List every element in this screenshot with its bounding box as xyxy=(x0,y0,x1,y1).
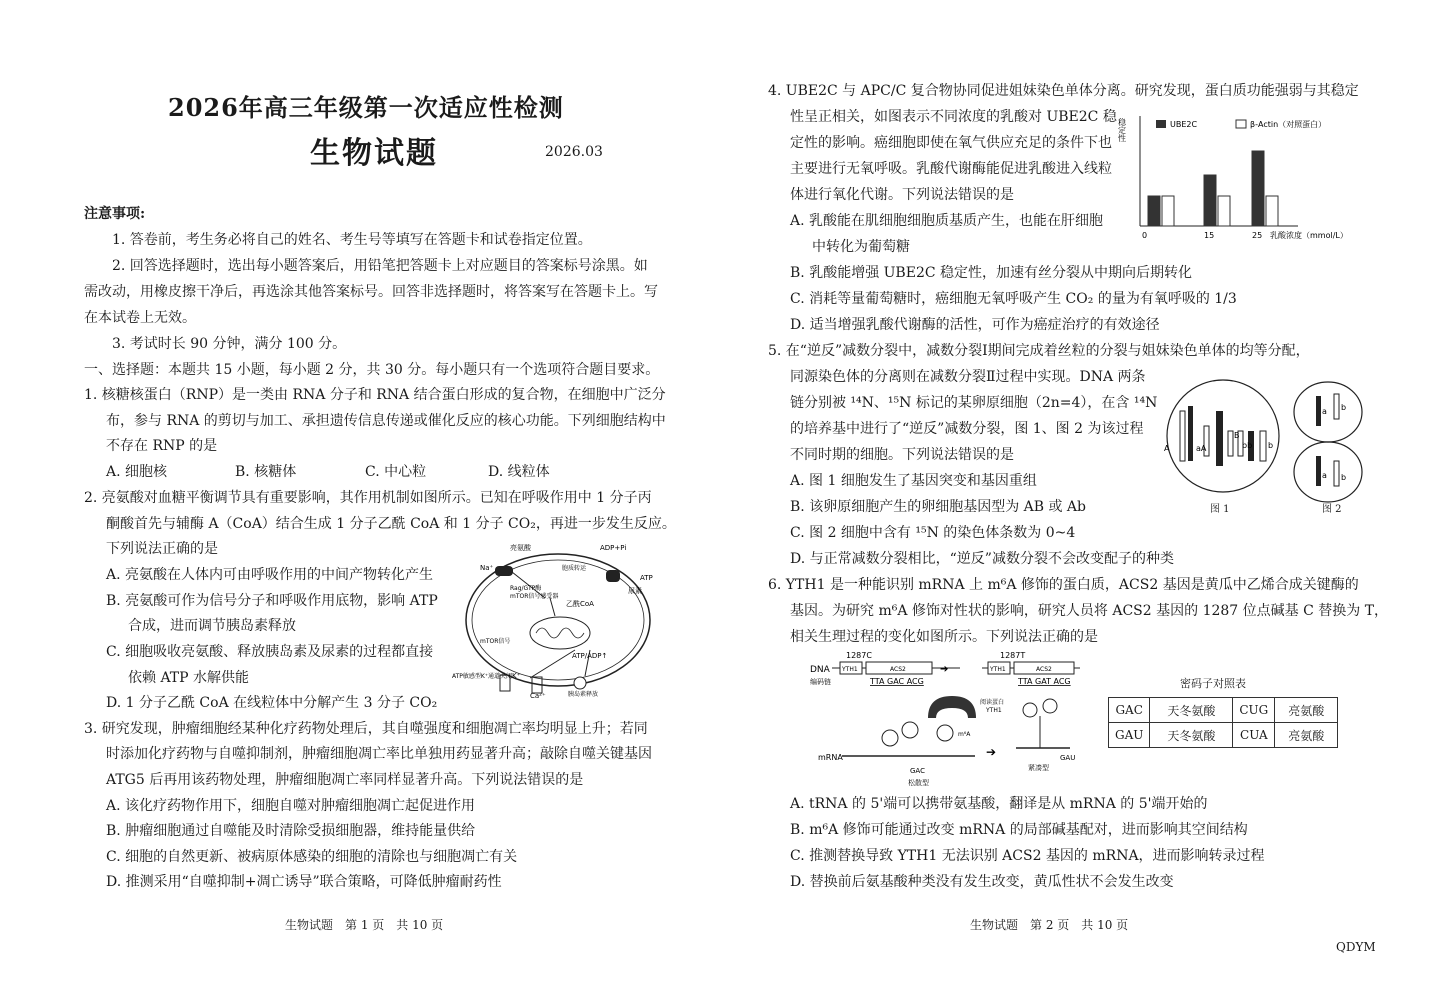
fig2-cell-top xyxy=(1294,382,1362,442)
q2-line1: 2. 亮氨酸对血糖平衡调节具有重要影响，其作用机制如图所示。已知在呼吸作用中 1 分子丙 xyxy=(84,490,652,506)
bar-actin-15 xyxy=(1218,196,1230,226)
label-gac: GAC xyxy=(910,767,925,775)
fig2-chrom-4 xyxy=(1334,461,1339,486)
footer-right: 生物试题 第 2 页 共 10 页 xyxy=(970,918,1129,932)
q5-option-b: B. 该卵原细胞产生的卵细胞基因型为 AB 或 Ab xyxy=(790,499,1087,515)
q2-option-b1: B. 亮氨酸可作为信号分子和呼吸作用底物，影响 ATP xyxy=(106,593,438,609)
label-reader: 阅读蛋白 xyxy=(980,699,1005,706)
fig1-chrom-2 xyxy=(1188,406,1193,461)
acs2-label-1: ACS2 xyxy=(890,666,906,673)
reader-protein xyxy=(928,696,976,718)
q2-option-b2: 合成，进而调节胰岛素释放 xyxy=(128,618,296,634)
label-m6a: m⁶A xyxy=(958,731,971,738)
q1-line3: 不存在 RNP 的是 xyxy=(106,438,218,454)
insulin-vesicle xyxy=(574,677,586,689)
bar-ube2c-25 xyxy=(1252,151,1264,226)
q4-option-a2: 中转化为葡萄糖 xyxy=(812,239,910,255)
q4-option-c: C. 消耗等量葡萄糖时，癌细胞无氧呼吸产生 CO₂ 的量为有氧呼吸的 1/3 xyxy=(790,291,1237,307)
label-gau: GAU xyxy=(1060,754,1076,762)
fig1-gene-a-upper: A xyxy=(1164,444,1170,453)
exam-title: 2026年高三年级第一次适应性检测 xyxy=(168,93,564,122)
fig2-chrom-1 xyxy=(1316,396,1321,426)
legend-swatch-ube2c xyxy=(1156,120,1166,128)
label-compact: 紧凑型 xyxy=(1028,764,1049,772)
q4-option-d: D. 适当增强乳酸代谢酶的活性，可作为癌症治疗的有效途径 xyxy=(790,317,1160,333)
fig1-gene-aa: aA xyxy=(1196,444,1207,453)
fig2-gene-b-bottom: b xyxy=(1341,473,1347,482)
q6-option-a: A. tRNA 的 5'端可以携带氨基酸，翻译是从 mRNA 的 5'端开始的 xyxy=(790,796,1208,812)
fig1-chrom-5 xyxy=(1228,431,1233,456)
q5-line4: 的培养基中进行了“逆反”减数分裂，图 1、图 2 为该过程 xyxy=(790,421,1144,437)
q3-option-a: A. 该化疗药物作用下，细胞自噬对肿瘤细胞凋亡起促进作用 xyxy=(106,798,476,814)
bar-ube2c-15 xyxy=(1204,175,1216,226)
note-2b: 需改动，用橡皮擦干净后，再选涂其他答案标号。回答非选择题时，将答案写在答题卡上。写 xyxy=(84,284,658,300)
label-coding: 编码链 xyxy=(810,678,831,686)
arrow-right-2: ➔ xyxy=(986,745,997,759)
q3-option-b: B. 肿瘤细胞通过自噬能及时清除受损细胞器，维持能量供给 xyxy=(106,823,476,839)
q5-figures xyxy=(1158,376,1373,516)
fig1-chrom-8 xyxy=(1260,431,1266,461)
label-insulin: 胰岛素释放 xyxy=(568,691,599,698)
amino-cell: 天冬氨酸 xyxy=(1150,698,1233,723)
fig2-chrom-3 xyxy=(1316,456,1321,486)
corner-code: QDYM xyxy=(1336,940,1376,954)
seq-after: TTA GAT ACG xyxy=(1018,677,1071,686)
x-tick-15: 15 xyxy=(1204,231,1215,240)
x-tick-0: 0 xyxy=(1142,231,1148,240)
arrow-right-1: ➔ xyxy=(940,664,949,675)
label-atp: ATP xyxy=(640,574,653,582)
loop-1 xyxy=(882,730,898,746)
q1-option-a: A. 细胞核 xyxy=(106,464,168,480)
label-loose: 松散型 xyxy=(908,779,929,787)
fig1-caption: 图 1 xyxy=(1210,504,1230,515)
section-heading: 一、选择题：本题共 15 小题，每小题 2 分，共 30 分。每小题只有一个选项符合题目要求。 xyxy=(84,362,660,378)
q4-bar-chart xyxy=(1118,108,1378,243)
fig2-gene-b-top: b xyxy=(1341,403,1347,412)
m6a-site xyxy=(937,725,953,741)
fig1-gene-b: b xyxy=(1268,441,1274,450)
yth1-label-2: YTH1 xyxy=(990,666,1006,673)
label-adp: ADP+Pi xyxy=(600,544,627,552)
q1-line2: 布，参与 RNA 的剪切与加工、承担遗传信息传递或催化反应的核心功能。下列细胞结构中 xyxy=(106,413,666,429)
q2-line2: 酮酸首先与辅酶 A（CoA）结合生成 1 分子乙酰 CoA 和 1 分子 CO₂，再进一步发生反应。 xyxy=(106,516,676,532)
codon-table xyxy=(1108,697,1338,748)
compact-loop-2 xyxy=(1043,699,1057,713)
fig1-chrom-1 xyxy=(1180,411,1185,461)
label-mtor-sensor: mTOR信号感受器 xyxy=(510,593,559,600)
q3-option-d: D. 推测采用“自噬抑制+凋亡诱导”联合策略，可降低肿瘤耐药性 xyxy=(106,874,502,890)
label-atp-adp: ATP/ADP↑ xyxy=(572,652,608,660)
fig2-cell-bottom xyxy=(1294,442,1362,502)
amino-cell: 天冬氨酸 xyxy=(1150,723,1233,748)
legend-actin: β-Actin（对照蛋白） xyxy=(1250,120,1327,129)
cell-membrane xyxy=(466,554,650,686)
label-acetyl-coa: 乙酰CoA xyxy=(566,600,594,608)
q4-line1: 4. UBE2C 与 APC/C 复合物协同促进姐妹染色单体分离。研究发现，蛋白质功能强弱与其稳定 xyxy=(768,83,1359,99)
fig1-chrom-4 xyxy=(1216,411,1223,466)
q6-option-d: D. 替换前后氨基酸种类没有发生改变，黄瓜性状不会发生改变 xyxy=(790,874,1174,890)
fig1-gene-bbb: bb xyxy=(1242,441,1253,450)
q1-option-c: C. 中心粒 xyxy=(365,464,427,480)
q6-line3: 相关生理过程的变化如图所示。下列说法正确的是 xyxy=(790,629,1098,645)
legend-swatch-actin xyxy=(1236,120,1246,128)
q4-option-a1: A. 乳酸能在肌细胞细胞质基质产生，也能在肝细胞 xyxy=(790,213,1104,229)
label-dna: DNA xyxy=(810,665,830,675)
amino-cell: 亮氨酸 xyxy=(1275,723,1338,748)
mitochondrion-cristae xyxy=(536,628,584,638)
q2-option-d: D. 1 分子乙酰 CoA 在线粒体中分解产生 3 分子 CO₂ xyxy=(106,695,438,711)
q1-option-b: B. 核糖体 xyxy=(235,464,297,480)
q6-option-c: C. 推测替换导致 YTH1 无法识别 ACS2 基因的 mRNA，进而影响转录过程 xyxy=(790,848,1265,864)
label-katp: ATP敏感型K⁺通道关闭 xyxy=(452,673,513,680)
q4-line5: 体进行氧化代谢。下列说法错误的是 xyxy=(790,187,1014,203)
q3-line3: ATG5 后再用该药物处理，肿瘤细胞凋亡率同样显著升高。下列说法错误的是 xyxy=(106,772,584,788)
fig2-gene-a-top: a xyxy=(1322,407,1327,416)
label-mtor: mTOR信号 xyxy=(480,638,511,645)
q1-option-d: D. 线粒体 xyxy=(488,464,550,480)
arrow-3 xyxy=(530,650,575,678)
q5-option-c: C. 图 2 细胞中含有 ¹⁵N 的染色体条数为 0~4 xyxy=(790,525,1076,541)
q2-option-c1: C. 细胞吸收亮氨酸、释放胰岛素及尿素的过程都直接 xyxy=(106,644,434,660)
label-ca: Ca²⁺ xyxy=(530,692,546,698)
note-1: 1. 答卷前，考生务必将自己的姓名、考生号等填写在答题卡和试卷指定位置。 xyxy=(112,232,592,248)
codon-cell: GAU xyxy=(1109,723,1150,748)
q4-line4: 主要进行无氧呼吸。乳酸代谢酶能促进乳酸进入线粒 xyxy=(790,161,1112,177)
y-axis-label: 稳定性 xyxy=(1118,118,1127,142)
subject-title: 生物试题 xyxy=(310,136,438,171)
notes-heading: 注意事项: xyxy=(84,206,146,222)
fig2-chrom-2 xyxy=(1334,394,1339,419)
x-axis-label: 乳酸浓度（mmol/L） xyxy=(1270,231,1348,240)
codon-cell: GAC xyxy=(1109,698,1150,723)
q2-option-c2: 依赖 ATP 水解供能 xyxy=(128,670,250,686)
bar-actin-0 xyxy=(1162,196,1174,226)
codon-cell: CUA xyxy=(1233,723,1275,748)
q6-line1: 6. YTH1 是一种能识别 mRNA 上 m⁶A 修饰的蛋白质，ACS2 基因是黄瓜中乙烯合成关键酶的 xyxy=(768,577,1359,593)
label-1287c: 1287C xyxy=(846,651,872,660)
q2-option-a: A. 亮氨酸在人体内可由呼吸作用的中间产物转化产生 xyxy=(106,567,434,583)
label-yth1-reader: YTH1 xyxy=(986,707,1002,714)
label-leucine: 亮氨酸 xyxy=(510,544,531,552)
footer-left: 生物试题 第 1 页 共 10 页 xyxy=(285,918,444,932)
fig2-gene-a-bottom: a xyxy=(1322,471,1327,480)
x-tick-25: 25 xyxy=(1252,231,1263,240)
q4-line2: 性呈正相关，如图表示不同浓度的乳酸对 UBE2C 稳 xyxy=(790,109,1117,125)
label-rag: Rag/GTP酶 xyxy=(510,585,542,592)
q3-line1: 3. 研究发现，肿瘤细胞经某种化疗药物处理后，其自噬强度和细胞凋亡率均明显上升；若同 xyxy=(84,721,648,737)
fig1-gene-b-upper: B xyxy=(1234,431,1240,440)
codon-table-title: 密码子对照表 xyxy=(1180,677,1246,690)
legend-ube2c: UBE2C xyxy=(1170,120,1198,129)
exam-date: 2026.03 xyxy=(545,144,603,160)
label-mrna: mRNA xyxy=(818,753,843,762)
codon-row xyxy=(1109,698,1338,723)
yth1-label-1: YTH1 xyxy=(842,666,858,673)
q1-line1: 1. 核糖核蛋白（RNP）是一类由 RNA 分子和 RNA 结合蛋白形成的复合物，在细胞中广泛分 xyxy=(84,387,666,403)
note-3: 3. 考试时长 90 分钟，满分 100 分。 xyxy=(112,336,347,352)
codon-cell: CUG xyxy=(1233,698,1275,723)
q4-option-b: B. 乳酸能增强 UBE2C 稳定性，加速有丝分裂从中期向后期转化 xyxy=(790,265,1193,281)
acs2-label-2: ACS2 xyxy=(1036,666,1052,673)
codon-row xyxy=(1109,723,1338,748)
compact-loop-1 xyxy=(1023,703,1037,717)
leucine-transporter xyxy=(495,566,513,576)
label-transport: 胞质转运 xyxy=(562,565,587,572)
bar-ube2c-0 xyxy=(1148,196,1160,226)
note-2c: 在本试卷上无效。 xyxy=(84,310,196,326)
seq-before: TTA GAC ACG xyxy=(870,677,924,686)
q5-line2: 同源染色体的分离则在减数分裂Ⅱ过程中实现。DNA 两条 xyxy=(790,369,1146,385)
q4-line3: 定性的影响。癌细胞即使在氧气供应充足的条件下也 xyxy=(790,135,1112,151)
label-1287t: 1287T xyxy=(1000,651,1026,660)
arrow-2 xyxy=(550,598,555,616)
q6-line2: 基因。为研究 m⁶A 修饰对性状的影响，研究人员将 ACS2 基因的 1287 位点碱基 C 替换为 T， xyxy=(790,603,1389,619)
q5-line5: 不同时期的细胞。下列说法错误的是 xyxy=(790,447,1014,463)
q3-option-c: C. 细胞的自然更新、被病原体感染的细胞的清除也与细胞凋亡有关 xyxy=(106,849,518,865)
q6-option-b: B. m⁶A 修饰可能通过改变 mRNA 的局部碱基配对，进而影响其空间结构 xyxy=(790,822,1248,838)
q5-option-a: A. 图 1 细胞发生了基因突变和基因重组 xyxy=(790,473,1037,489)
atp-pump xyxy=(606,570,620,582)
note-2a: 2. 回答选择题时，选出每小题答案后，用铅笔把答题卡上对应题目的答案标号涂黑。如 xyxy=(112,258,648,274)
q5-option-d: D. 与正常减数分裂相比，“逆反”减数分裂不会改变配子的种类 xyxy=(790,551,1174,567)
q6-diagram xyxy=(810,648,1095,788)
label-k: K⁺ xyxy=(512,672,521,680)
q5-line1: 5. 在“逆反”减数分裂中，减数分裂Ⅰ期间完成着丝粒的分裂与姐妹染色单体的均等分配， xyxy=(768,343,1310,359)
label-na: Na⁺ xyxy=(480,564,494,572)
bar-actin-25 xyxy=(1266,196,1278,226)
q5-line3: 链分别被 ¹⁴N、¹⁵N 标记的某卵原细胞（2n=4），在含 ¹⁴N xyxy=(790,395,1158,411)
label-urea: 尿素 xyxy=(628,587,642,595)
amino-cell: 亮氨酸 xyxy=(1275,698,1338,723)
q2-cell-diagram xyxy=(450,538,665,698)
loop-2 xyxy=(902,722,918,738)
q3-line2: 时添加化疗药物与自噬抑制剂，肿瘤细胞凋亡率比单独用药显著升高；敲除自噬关键基因 xyxy=(106,746,652,762)
fig2-caption: 图 2 xyxy=(1322,504,1342,515)
q2-line3: 下列说法正确的是 xyxy=(106,541,218,557)
